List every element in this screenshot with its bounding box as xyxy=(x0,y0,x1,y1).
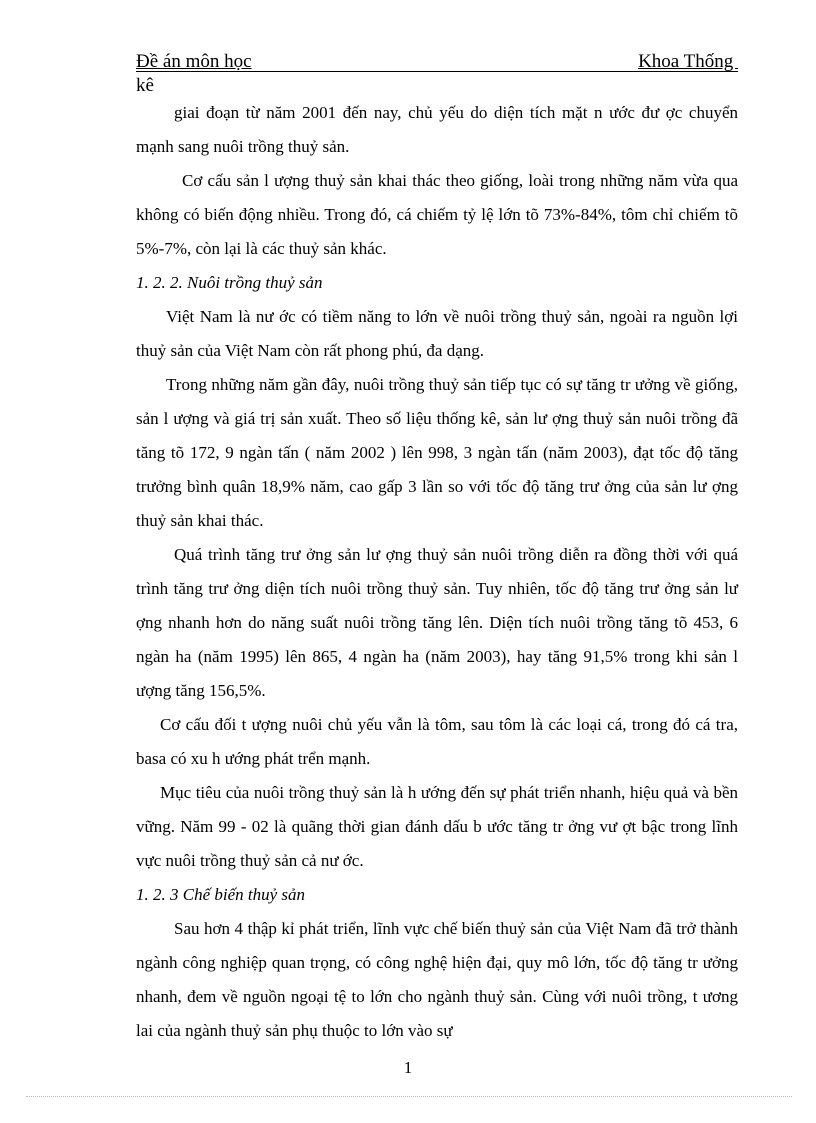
page-number: 1 xyxy=(403,1058,413,1077)
paragraph: giai đoạn từ năm 2001 đến nay, chủ yếu do diện tích mặt n ước đư ợc chuyển mạnh sang nuôi trồng thuỷ sản. xyxy=(136,103,738,156)
paragraph: Quá trình tăng trư ởng sản lư ợng thuỷ sản nuôi trồng diễn ra đồng thời với quá trình tăng trư ởng diện tích nuôi trồng thuỷ sản. Tuy nhiên, tốc độ tăng trư ởng sản lư ợng nhanh hơn do năng suất nuôi trồng tăng lên. Diện tích nuôi trồng tăng tõ 453, 6 ngàn ha (năm 1995) lên 865, 4 ngàn ha (năm 2003), hay tăng 91,5% trong khi sản l ượng tăng 156,5%. xyxy=(136,545,738,700)
page-bottom-rule xyxy=(26,1096,792,1097)
header-rule xyxy=(136,71,738,72)
paragraph: Mục tiêu của nuôi trồng thuỷ sản là h ướng đến sự phát triển nhanh, hiệu quả và bền vững. Năm 99 - 02 là quãng thời gian đánh dấu b ước tăng tr ởng vư ợt bậc trong lĩnh vực nuôi trồng thuỷ sản cả nư ớc. xyxy=(136,783,738,870)
section-heading: 1. 2. 2. Nuôi trồng thuỷ sản xyxy=(136,273,323,292)
paragraph: Trong những năm gần đây, nuôi trồng thuỷ sản tiếp tục có sự tăng tr ưởng về giống, sản l ượng và giá trị sản xuất. Theo số liệu thống kê, sản lư ợng thuỷ sản nuôi trồng đã tăng tõ 172, 9 ngàn tấn ( năm 2002 ) lên 998, 3 ngàn tấn (năm 2003), đạt tốc độ tăng trưởng bình quân 18,9% năm, cao gấp 3 lần so với tốc độ tăng trư ởng của sản lư ợng thuỷ sản khai thác. xyxy=(136,375,738,530)
paragraph: Cơ cấu đối t ượng nuôi chủ yếu vẫn là tôm, sau tôm là các loại cá, trong đó cá tra, basa có xu h ướng phát trển mạnh. xyxy=(136,715,738,768)
header-left: Đề án môn học xyxy=(136,51,252,72)
document-body xyxy=(136,96,738,1048)
section-heading: 1. 2. 3 Chế biến thuỷ sản xyxy=(136,885,306,904)
header-wrap: kê xyxy=(136,75,154,96)
paragraph: Cơ cấu sản l ượng thuỷ sản khai thác theo giống, loài trong những năm vừa qua không có biến động nhiều. Trong đó, cá chiếm tỷ lệ lớn tõ 73%-84%, tôm chỉ chiếm tõ 5%-7%, còn lại là các thuỷ sản khác. xyxy=(136,171,738,258)
header-right: Khoa Thống xyxy=(638,51,738,72)
paragraph: Sau hơn 4 thập kỉ phát triển, lĩnh vực chế biến thuỷ sản của Việt Nam đã trở thành ngành công nghiệp quan trọng, có công nghệ hiện đại, quy mô lớn, tốc độ tăng tr ưởng nhanh, đem về nguồn ngoại tệ to lớn cho ngành thuỷ sản. Cùng với nuôi trồng, t ương lai của ngành thuỷ sản phụ thuộc to lớn vào sự xyxy=(136,919,738,1040)
paragraph: Việt Nam là nư ớc có tiềm năng to lớn về nuôi trồng thuỷ sản, ngoài ra nguồn lợi thuỷ sản của Việt Nam còn rất phong phú, đa dạng. xyxy=(136,307,738,360)
